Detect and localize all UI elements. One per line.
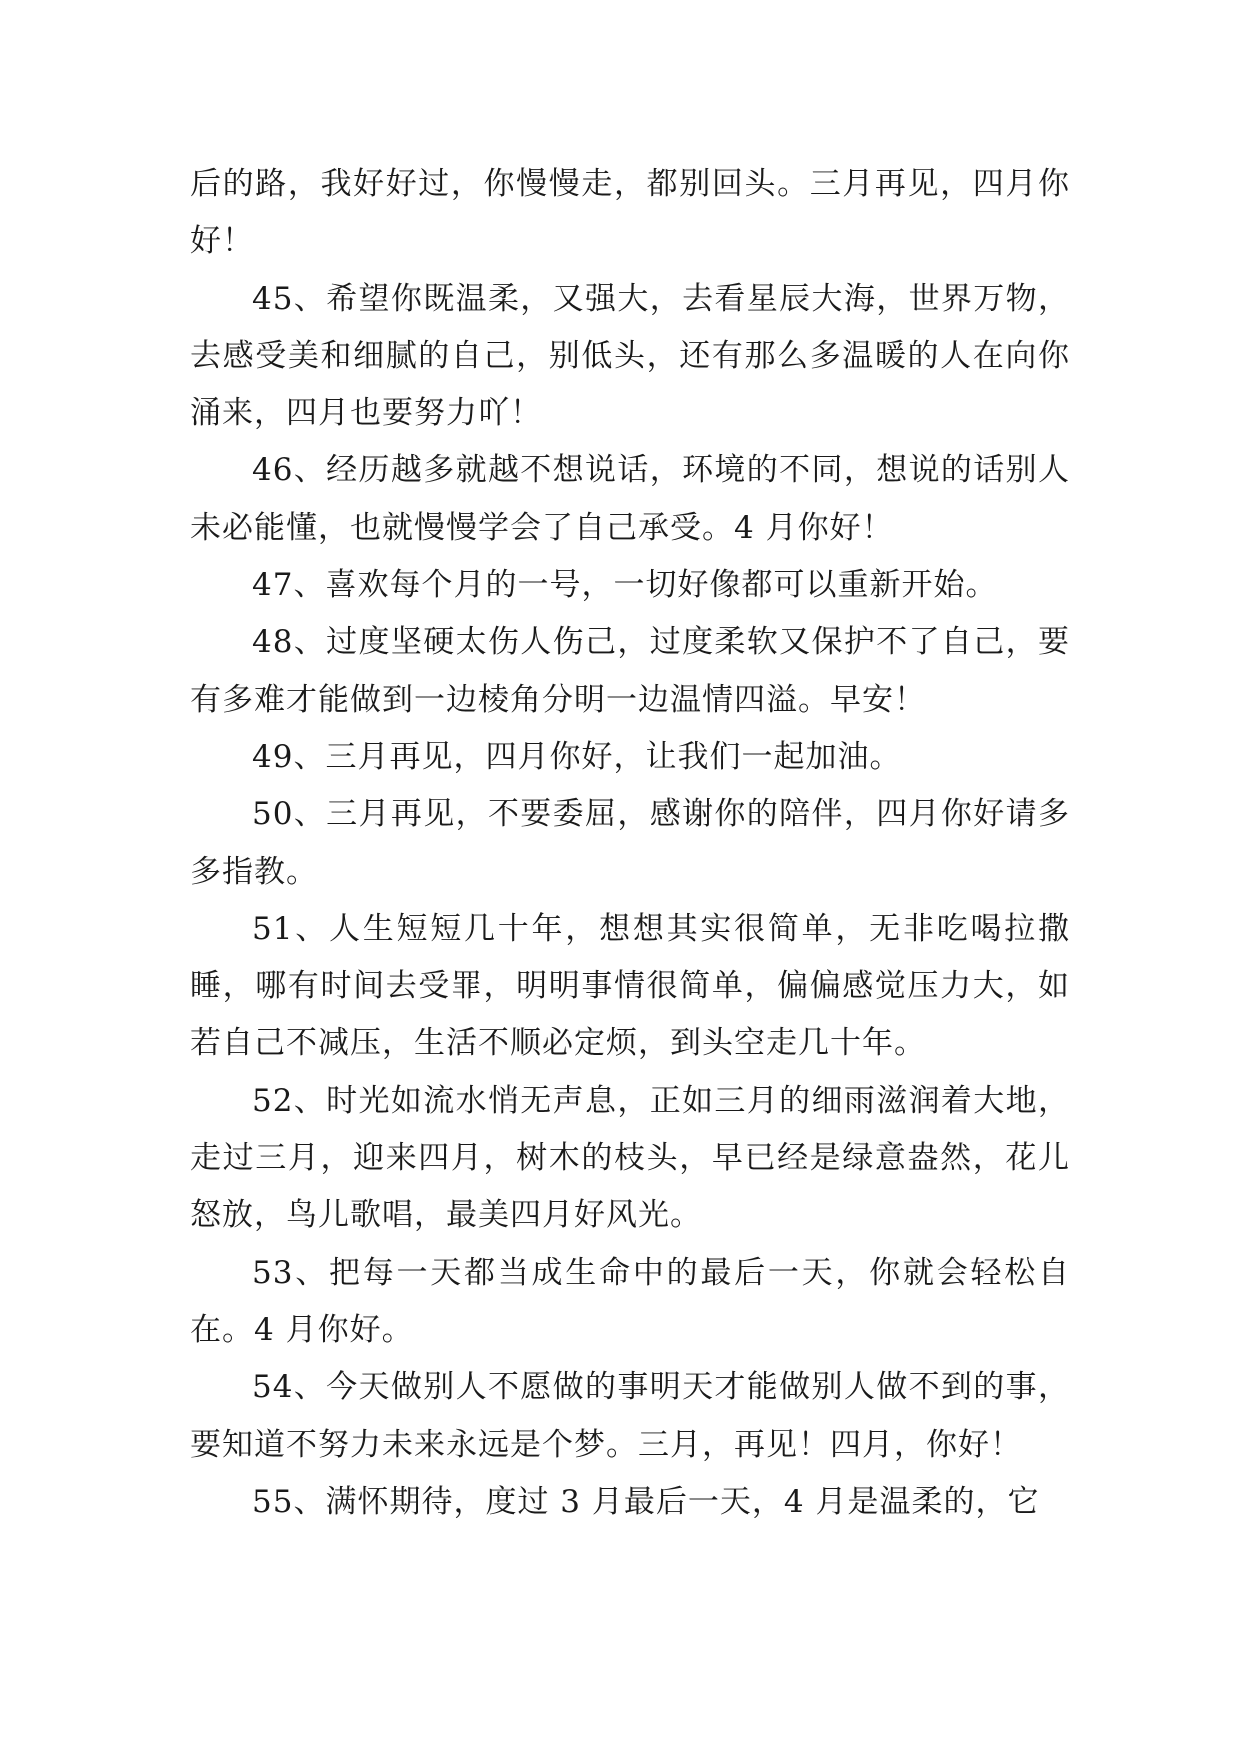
document-body bbox=[190, 156, 1070, 1531]
paragraph: 49、三月再见，四月你好，让我们一起加油。 bbox=[252, 738, 902, 775]
paragraph: 47、喜欢每个月的一号，一切好像都可以重新开始。 bbox=[252, 567, 998, 604]
paragraph: 51、人生短短几十年，想想其实很简单，无非吃喝拉撒睡，哪有时间去受罪，明明事情很简单，偏偏感觉压力大，如若自己不减压，生活不顺必定烦，到头空走几十年。 bbox=[190, 910, 1070, 1062]
paragraph: 50、三月再见，不要委屈，感谢你的陪伴，四月你好请多多指教。 bbox=[190, 796, 1070, 890]
paragraph: 54、今天做别人不愿做的事明天才能做别人做不到的事，要知道不努力未来永远是个梦。三月，再见！四月，你好！ bbox=[190, 1369, 1070, 1463]
paragraph: 45、希望你既温柔，又强大，去看星辰大海，世界万物，去感受美和细腻的自己，别低头，还有那么多温暖的人在向你涌来，四月也要努力吖！ bbox=[190, 280, 1070, 432]
paragraph: 55、满怀期待，度过 3 月最后一天，4 月是温柔的，它 bbox=[252, 1483, 1040, 1520]
paragraph: 48、过度坚硬太伤人伤己，过度柔软又保护不了自己，要有多难才能做到一边棱角分明一边温情四溢。早安！ bbox=[190, 624, 1070, 718]
paragraph: 后的路，我好好过，你慢慢走，都别回头。三月再见，四月你好！ bbox=[190, 166, 1070, 260]
paragraph: 52、时光如流水悄无声息，正如三月的细雨滋润着大地，走过三月，迎来四月，树木的枝头，早已经是绿意盎然，花儿怒放，鸟儿歌唱，最美四月好风光。 bbox=[190, 1082, 1070, 1234]
paragraph: 46、经历越多就越不想说话，环境的不同，想说的话别人未必能懂，也就慢慢学会了自己承受。4 月你好！ bbox=[190, 452, 1070, 546]
paragraph: 53、把每一天都当成生命中的最后一天，你就会轻松自在。4 月你好。 bbox=[190, 1254, 1070, 1348]
